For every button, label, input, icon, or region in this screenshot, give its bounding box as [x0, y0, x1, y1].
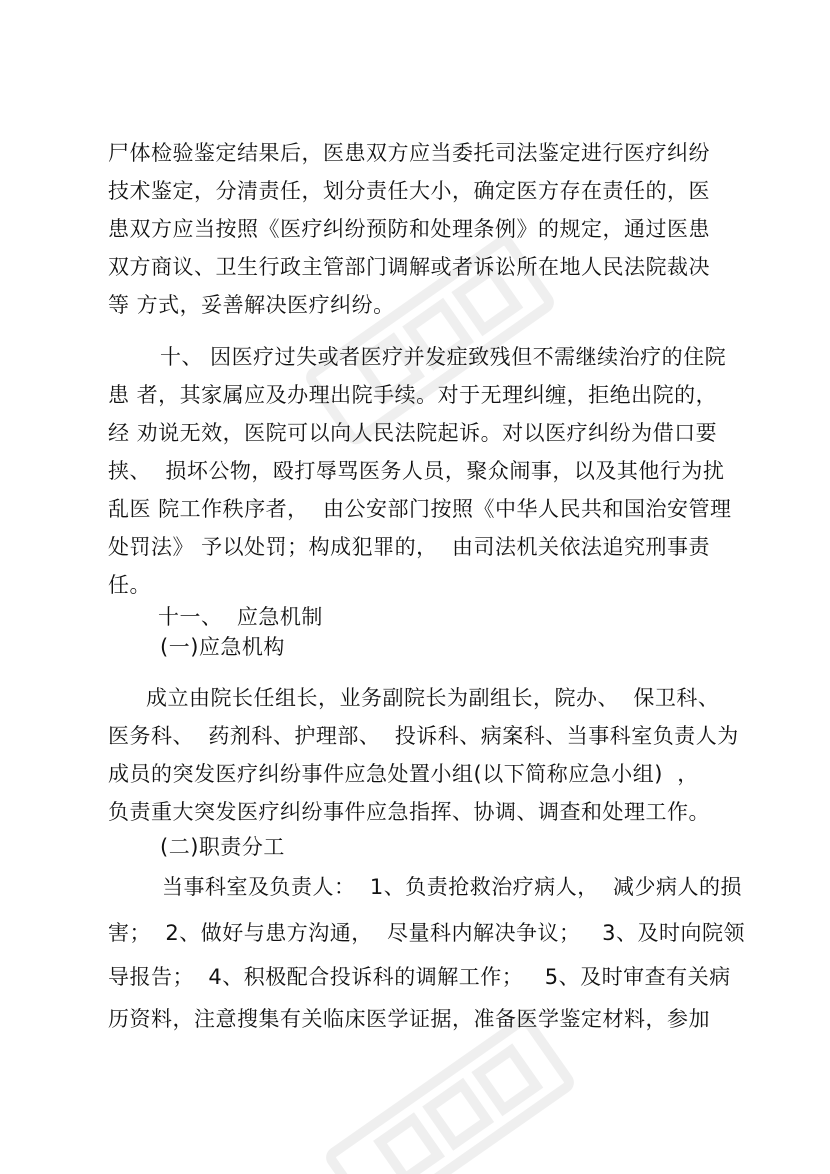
text-line: 医务科、 药剂科、护理部、 投诉科、病案科、当事科室负责人为 — [108, 724, 739, 748]
text-line: 等 方式，妥善解决医疗纠纷。 — [108, 293, 395, 317]
subsection-one-heading: (一)应急机构 — [160, 635, 285, 659]
section-ten-heading-line: 十、 因医疗过失或者医疗并发症致残但不需继续治疗的住院 — [160, 345, 727, 369]
subsection-two-heading: (二)职责分工 — [160, 835, 285, 859]
text-line: 负责重大突发医疗纠纷事件应急指挥、协调、调查和处理工作。 — [108, 800, 710, 824]
text-line: 经 劝说无效，医院可以向人民法院起诉。对以医疗纠纷为借口要 — [108, 421, 718, 445]
text-line: 挟、 损坏公物，殴打辱骂医务人员，聚众闹事，以及其他行为扰 — [108, 459, 725, 483]
text-line: 导报告； 4、积极配合投诉科的调解工作； 5、及时审查有关病 — [108, 965, 731, 989]
text-line: 技术鉴定，分清责任，划分责任大小，确定医方存在责任的，医 — [108, 179, 710, 203]
text-line: 任。 — [108, 573, 151, 597]
text-line: 患 者，其家属应及办理出院手续。对于无理纠缠，拒绝出院的， — [108, 383, 718, 407]
text-line: 当事科室及负责人： 1、负责抢救治疗病人， 减少病人的损 — [162, 875, 743, 899]
text-line: 成立由院长任组长，业务副院长为副组长，院办、 保卫科、 — [146, 686, 720, 710]
text-line: 尸体检验鉴定结果后，医患双方应当委托司法鉴定进行医疗纠纷 — [108, 141, 710, 165]
text-line: 成员的突发医疗纠纷事件应急处置小组(以下简称应急小组) ， — [108, 762, 699, 786]
text-line: 乱医 院工作秩序者， 由公安部门按照《中华人民共和国治安管理 — [108, 497, 732, 521]
text-line: 患双方应当按照《医疗纠纷预防和处理条例》的规定，通过医患 — [108, 217, 710, 241]
text-line: 历资料，注意搜集有关临床医学证据，准备医学鉴定材料，参加 — [108, 1007, 710, 1031]
section-eleven-heading: 十一、 应急机制 — [158, 605, 323, 629]
text-line: 害； 2、做好与患方沟通， 尽量科内解决争议； 3、及时向院领 — [108, 921, 745, 945]
text-line: 处罚法》 予以处罚；构成犯罪的， 由司法机关依法追究刑事责 — [108, 535, 711, 559]
text-line: 双方商议、卫生行政主管部门调解或者诉讼所在地人民法院裁决 — [108, 255, 710, 279]
